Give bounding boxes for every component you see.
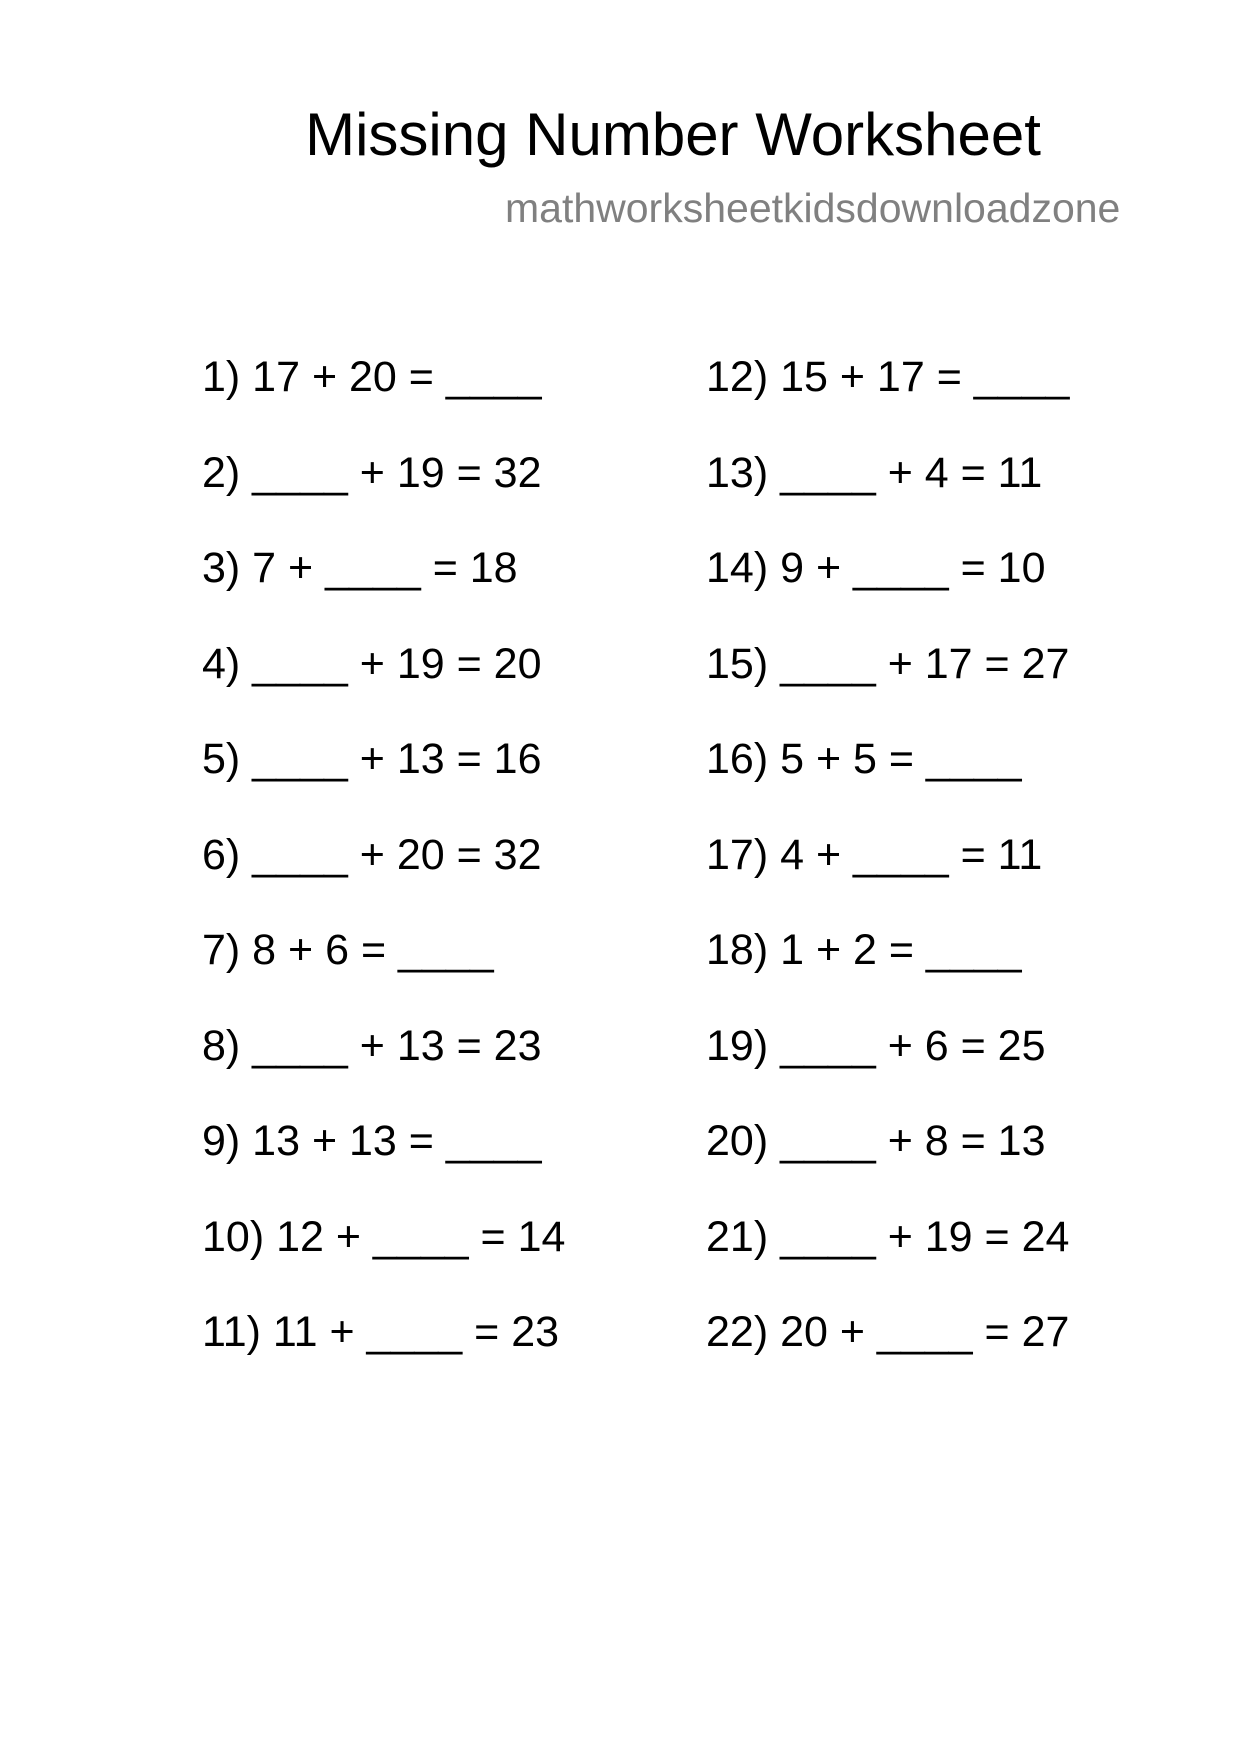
worksheet-source: mathworksheetkidsdownloadzone bbox=[505, 185, 1121, 231]
problem-item: 18) 1 + 2 = ____ bbox=[706, 926, 1022, 974]
problem-item: 11) 11 + ____ = 23 bbox=[202, 1308, 560, 1356]
problem-item: 14) 9 + ____ = 10 bbox=[706, 544, 1046, 592]
problem-item: 17) 4 + ____ = 11 bbox=[706, 830, 1043, 879]
problem-item: 1) 17 + 20 = ____ bbox=[202, 353, 542, 401]
problems-column-right bbox=[706, 352, 1069, 1403]
problem-item: 21) ____ + 19 = 24 bbox=[706, 1212, 1070, 1261]
problem-item: 8) ____ + 13 = 23 bbox=[202, 1021, 542, 1070]
problem-item: 9) 13 + 13 = ____ bbox=[202, 1117, 542, 1165]
problem-item: 16) 5 + 5 = ____ bbox=[706, 735, 1022, 783]
problem-item: 7) 8 + 6 = ____ bbox=[202, 926, 494, 974]
problem-item: 2) ____ + 19 = 32 bbox=[202, 448, 542, 497]
problem-item: 4) ____ + 19 = 20 bbox=[202, 639, 542, 688]
problem-item: 6) ____ + 20 = 32 bbox=[202, 830, 542, 879]
problem-item: 22) 20 + ____ = 27 bbox=[706, 1308, 1070, 1356]
problem-item: 10) 12 + ____ = 14 bbox=[202, 1212, 566, 1261]
problem-item: 3) 7 + ____ = 18 bbox=[202, 544, 518, 592]
problem-item: 12) 15 + 17 = ____ bbox=[706, 353, 1070, 401]
problem-item: 20) ____ + 8 = 13 bbox=[706, 1117, 1046, 1165]
problem-item: 15) ____ + 17 = 27 bbox=[706, 639, 1070, 688]
problem-item: 5) ____ + 13 = 16 bbox=[202, 735, 542, 783]
problems-column-left bbox=[202, 352, 565, 1403]
worksheet-title: Missing Number Worksheet bbox=[305, 101, 1041, 168]
problem-item: 19) ____ + 6 = 25 bbox=[706, 1021, 1046, 1070]
problem-item: 13) ____ + 4 = 11 bbox=[706, 448, 1043, 497]
